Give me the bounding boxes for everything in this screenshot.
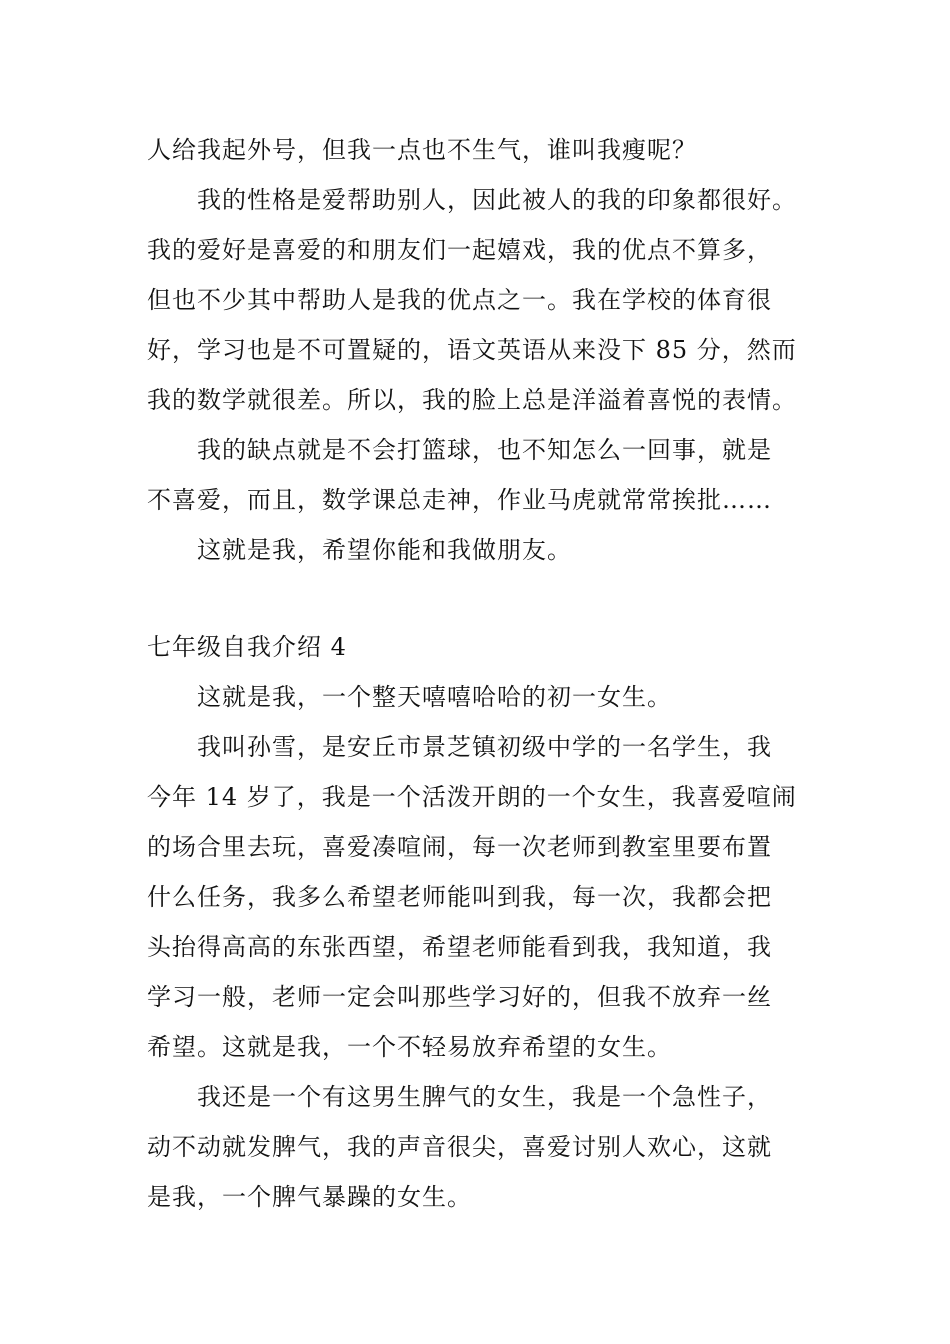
text-line: 什么任务，我多么希望老师能叫到我，每一次，我都会把 <box>147 883 772 911</box>
text-line: 我的爱好是喜爱的和朋友们一起嬉戏，我的优点不算多， <box>147 236 772 264</box>
paragraph-start: 我还是一个有这男生脾气的女生，我是一个急性子， <box>197 1083 772 1111</box>
text-line: 是我，一个脾气暴躁的女生。 <box>147 1183 472 1211</box>
text-line: 我的数学就很差。所以，我的脸上总是洋溢着喜悦的表情。 <box>147 386 797 414</box>
text-line: 头抬得高高的东张西望，希望老师能看到我，我知道，我 <box>147 933 772 961</box>
paragraph-start: 我的缺点就是不会打篮球，也不知怎么一回事，就是 <box>197 436 772 464</box>
text-line: 的场合里去玩，喜爱凑喧闹，每一次老师到教室里要布置 <box>147 833 772 861</box>
section-heading: 七年级自我介绍 4 <box>147 633 347 661</box>
text-line: 人给我起外号，但我一点也不生气，谁叫我瘦呢？ <box>147 136 697 164</box>
text-line: 好，学习也是不可置疑的，语文英语从来没下 85 分，然而 <box>147 336 797 364</box>
text-line: 学习一般，老师一定会叫那些学习好的，但我不放弃一丝 <box>147 983 772 1011</box>
paragraph-start: 我的性格是爱帮助别人，因此被人的我的印象都很好。 <box>197 186 797 214</box>
paragraph-start: 这就是我，希望你能和我做朋友。 <box>197 536 572 564</box>
paragraph-start: 这就是我，一个整天嘻嘻哈哈的初一女生。 <box>197 683 672 711</box>
text-line: 希望。这就是我，一个不轻易放弃希望的女生。 <box>147 1033 672 1061</box>
text-line: 不喜爱，而且，数学课总走神，作业马虎就常常挨批…… <box>147 486 772 514</box>
text-line: 动不动就发脾气，我的声音很尖，喜爱讨别人欢心，这就 <box>147 1133 772 1161</box>
text-line: 但也不少其中帮助人是我的优点之一。我在学校的体育很 <box>147 286 772 314</box>
text-line: 今年 14 岁了，我是一个活泼开朗的一个女生，我喜爱喧闹 <box>147 783 797 811</box>
paragraph-start: 我叫孙雪，是安丘市景芝镇初级中学的一名学生，我 <box>197 733 772 761</box>
